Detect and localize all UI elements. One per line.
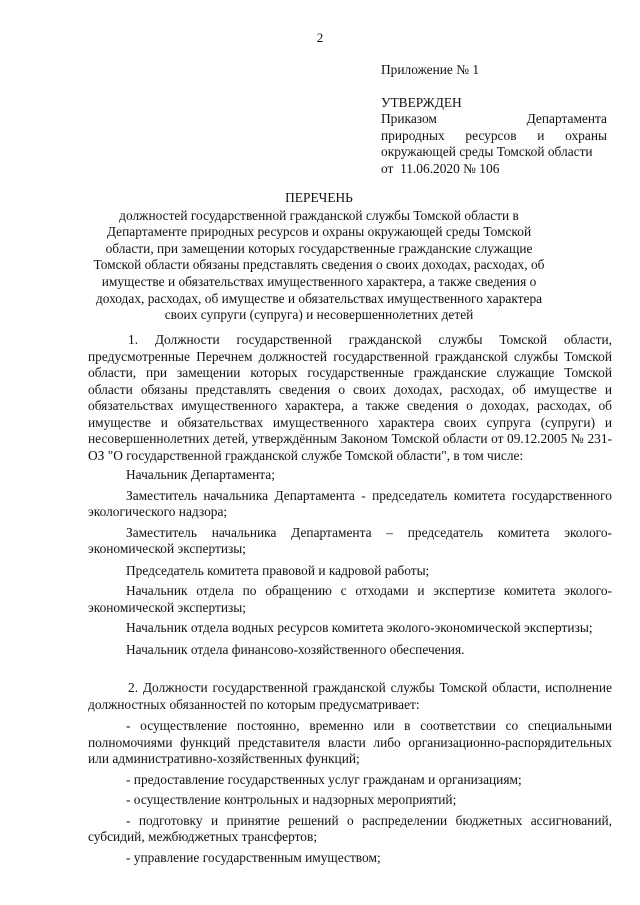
section-2-item: - управление государственным имуществом; [126,849,381,865]
section-1-intro: 1. Должности государственной гражданской службы Томской области, предусмотренные Перечнем должностей государственной гражданской службы Томской области, при замещении которых государственные гражданские служащие Томской области обязаны представлять сведения о своих доходах, расходах, об имуществе и обязательствах имущественного характера, а также сведения о доходах, расходах, об имуществе и обязательствах имущественного характера своих супруга (супруги) и несовершеннолетних детей, утверждённым Законом Томской области от 09.12.2005 № 231-ОЗ "О государственной гражданской службе Томской области", в том числе: [88,332,612,463]
approval-order-line-1: Приказом Департамента [381,111,607,127]
section-2-item: - осуществление контрольных и надзорных мероприятий; [126,792,457,807]
approval-date: от 11.06.2020 № 106 [381,160,500,176]
section-2-item: - подготовку и принятие решений о распределении бюджетных ассигнований, субсидий, межбюджетных трансфертов; [88,812,612,844]
approval-order-line-3: окружающей среды Томской области [381,144,593,160]
section-1-item: Начальник отдела финансово-хозяйственного обеспечения. [126,641,465,657]
section-1-item: Заместитель начальника Департамента - председатель комитета государственного экологического надзора; [88,487,612,519]
appendix-label: Приложение № 1 [381,62,480,77]
document-heading [84,190,554,324]
appendix-block [381,62,607,178]
approval-order-line-2: природных ресурсов и охраны [381,127,607,143]
document-subtitle: должностей государственной гражданской службы Томской области в Департаменте природных ресурсов и охраны окружающей среды Томской области, при замещении которых государственные гражданские служащие Томской области обязаны представлять сведения о своих доходах, расходах, об имуществе и обязательствах имущественного характера, а также сведения о доходах, расходах, об имуществе и обязательствах имущественного характера своих супруги (супруга) и несовершеннолетних детей [93,207,545,323]
section-1-item: Начальник Департамента; [126,467,275,482]
section-1-item: Начальник отдела по обращению с отходами и экспертизе комитета эколого-экономической экспертизы; [88,583,612,615]
document-body [88,332,612,866]
section-2-item: - предоставление государственных услуг гражданам и организациям; [126,771,522,787]
section-1-item: Начальник отдела водных ресурсов комитета эколого-экономической экспертизы; [126,620,593,635]
document-title: ПЕРЕЧЕНЬ [285,190,353,205]
section-1-item: Председатель комитета правовой и кадровой работы; [126,562,430,578]
approved-label: УТВЕРЖДЕН [381,94,462,110]
section-2-intro: 2. Должности государственной гражданской службы Томской области, исполнение должностных обязанностей по которым предусматривает: [88,680,612,712]
section-2-item: - осуществление постоянно, временно или в соответствии со специальными полномочиями функций представителя власти либо организационно-распорядительных или административно-хозяйственных функций; [88,718,612,766]
page-number: 2 [316,30,324,45]
section-1-item: Заместитель начальника Департамента – председатель комитета эколого-экономической экспертизы; [88,524,612,556]
